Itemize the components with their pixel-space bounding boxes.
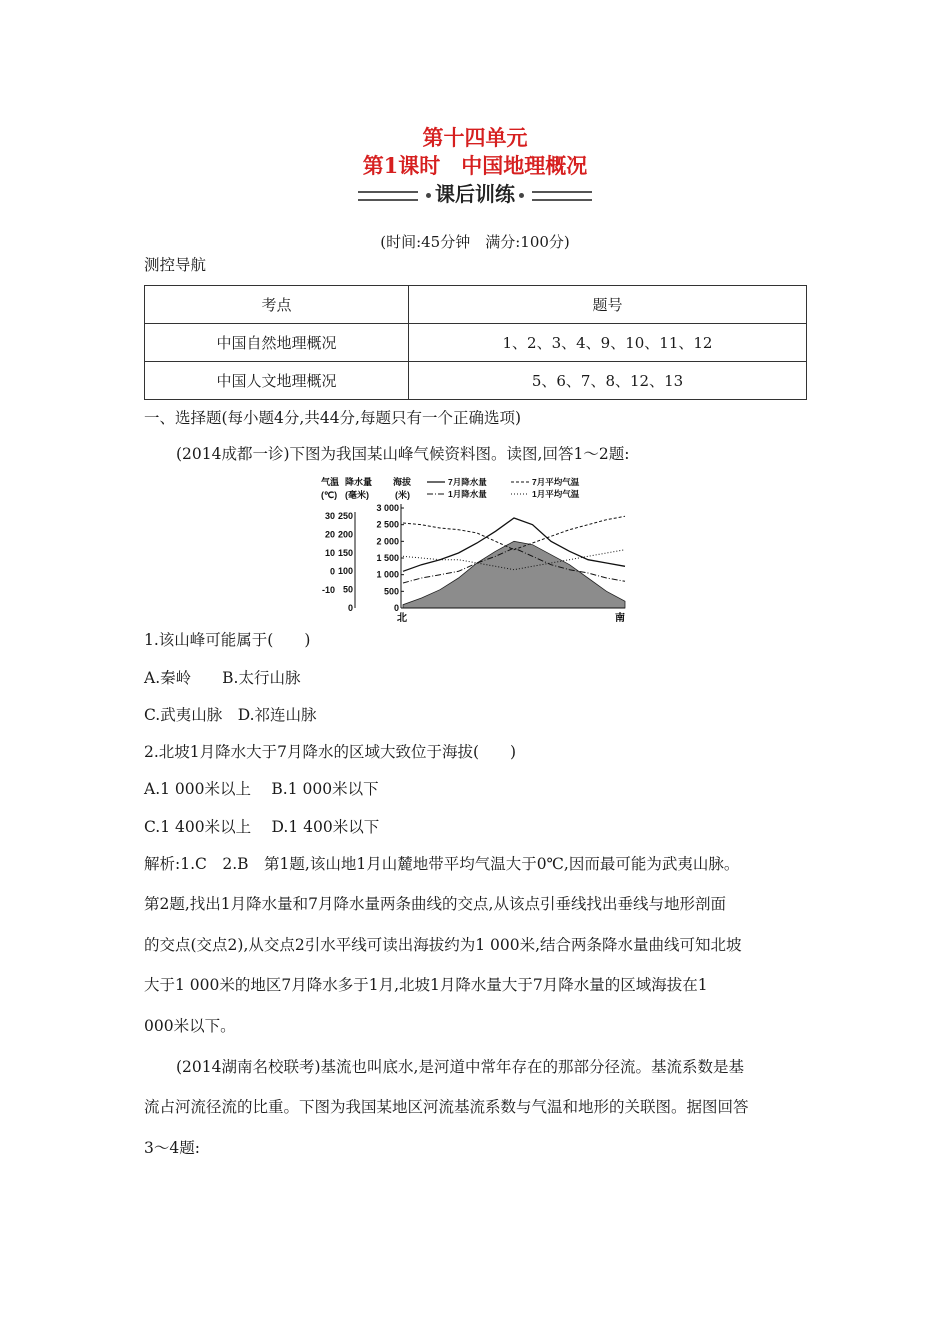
q1-stem: 1.该山峰可能属于( ) bbox=[144, 631, 311, 649]
elevation-tick-label: 2 500 bbox=[376, 519, 399, 530]
row-items: 5、6、7、8、12、13 bbox=[409, 362, 807, 400]
analysis-line: 第2题,找出1月降水量和7月降水量两条曲线的交点,从该点引垂线找出垂线与地形剖面 bbox=[144, 895, 726, 913]
q1-options-cd: C.武夷山脉 D.祁连山脉 bbox=[144, 706, 317, 724]
row-topic: 中国人文地理概况 bbox=[145, 362, 409, 400]
axis-unit-elev: (米) bbox=[395, 490, 410, 500]
precip-tick-label: 250 bbox=[337, 511, 353, 521]
analysis-line: 的交点(交点2),从交点2引水平线可读出海拔约为1 000米,结合两条降水量曲线可知北坡 bbox=[144, 936, 742, 954]
legend-july-precip: 7月降水量 bbox=[448, 477, 487, 487]
elevation-tick-label: 1 500 bbox=[376, 553, 399, 563]
x-label-north: 北 bbox=[397, 613, 407, 624]
analysis-line: 大于1 000米的地区7月降水多于1月,北坡1月降水量大于7月降水量的区域海拔在1 bbox=[144, 976, 708, 994]
elevation-tick-label: 3 000 bbox=[376, 503, 399, 513]
exercise-banner bbox=[0, 178, 950, 207]
legend-jan-precip: 1月降水量 bbox=[448, 489, 487, 499]
question-intro: (2014成都一诊)下图为我国某山峰气候资料图。读图,回答1～2题: bbox=[176, 445, 630, 463]
temp-tick-label: -10 bbox=[321, 585, 335, 595]
elevation-tick-label: 500 bbox=[383, 586, 399, 597]
table-header-row bbox=[145, 286, 807, 324]
temp-tick-label: 10 bbox=[324, 548, 335, 558]
axis-unit-temp: (℃) bbox=[321, 490, 338, 500]
x-label-south: 南 bbox=[615, 613, 625, 624]
intro2-line: 流占河流径流的比重。下图为我国某地区河流基流系数与气温和地形的关联图。据图回答 bbox=[144, 1098, 749, 1116]
intro2-line: 3～4题: bbox=[144, 1139, 200, 1157]
analysis-line: 000米以下。 bbox=[144, 1017, 236, 1035]
table-row bbox=[145, 324, 807, 362]
lesson-title: 第1课时 中国地理概况 bbox=[362, 153, 588, 178]
header-topic: 考点 bbox=[145, 286, 409, 324]
axis-header-precip: 降水量 bbox=[345, 477, 373, 487]
axis-header-temp: 气温 bbox=[321, 477, 340, 487]
row-topic: 中国自然地理概况 bbox=[145, 324, 409, 362]
legend-jan-temp: 1月平均气温 bbox=[532, 489, 580, 499]
temp-tick-label: 0 bbox=[329, 566, 335, 577]
q2-options-cd: C.1 400米以上 D.1 400米以下 bbox=[144, 818, 380, 836]
precip-tick-label: 200 bbox=[337, 529, 353, 540]
temp-tick-label: 30 bbox=[324, 511, 335, 521]
banner-rule-right bbox=[532, 191, 592, 201]
analysis-line: 解析:1.C 2.B 第1题,该山地1月山麓地带平均气温大于0℃,因而最可能为武夷山脉。 bbox=[144, 855, 740, 873]
unit-title: 第十四单元 bbox=[422, 125, 528, 150]
q2-options-ab: A.1 000米以上 B.1 000米以下 bbox=[144, 780, 379, 798]
legend-july-temp: 7月平均气温 bbox=[532, 477, 580, 487]
terrain-profile bbox=[403, 541, 625, 608]
axis-unit-precip: (毫米) bbox=[345, 490, 369, 500]
precip-tick-label: 0 bbox=[347, 603, 353, 613]
row-items: 1、2、3、4、9、10、11、12 bbox=[409, 324, 807, 362]
table-row bbox=[145, 362, 807, 400]
time-limit: (时间:45分钟 满分:100分) bbox=[380, 233, 570, 251]
banner-rule-left bbox=[358, 191, 418, 201]
navigation-table bbox=[144, 285, 807, 400]
banner-dot-right bbox=[519, 193, 524, 198]
q2-stem: 2.北坡1月降水大于7月降水的区域大致位于海拔( ) bbox=[144, 743, 517, 761]
elevation-tick-label: 1 000 bbox=[376, 569, 399, 580]
temp-tick-label: 20 bbox=[324, 529, 335, 540]
nav-title: 测控导航 bbox=[144, 256, 207, 274]
elevation-tick-label: 0 bbox=[393, 603, 399, 613]
intro2-line: (2014湖南名校联考)基流也叫底水,是河道中常年存在的那部分径流。基流系数是基 bbox=[176, 1058, 744, 1076]
axis-header-elev: 海拔 bbox=[393, 477, 412, 487]
mountain-climate-chart bbox=[315, 472, 635, 627]
precip-tick-label: 50 bbox=[342, 584, 353, 595]
header-items: 题号 bbox=[409, 286, 807, 324]
q1-options-ab: A.秦岭 B.太行山脉 bbox=[144, 669, 301, 687]
banner-dot-left bbox=[426, 193, 431, 198]
precip-tick-label: 150 bbox=[337, 547, 353, 558]
section-heading: 一、选择题(每小题4分,共44分,每题只有一个正确选项) bbox=[144, 409, 522, 427]
elevation-tick-label: 2 000 bbox=[376, 536, 399, 547]
precip-tick-label: 100 bbox=[337, 566, 353, 577]
banner-text: 课后训练 bbox=[435, 182, 515, 206]
